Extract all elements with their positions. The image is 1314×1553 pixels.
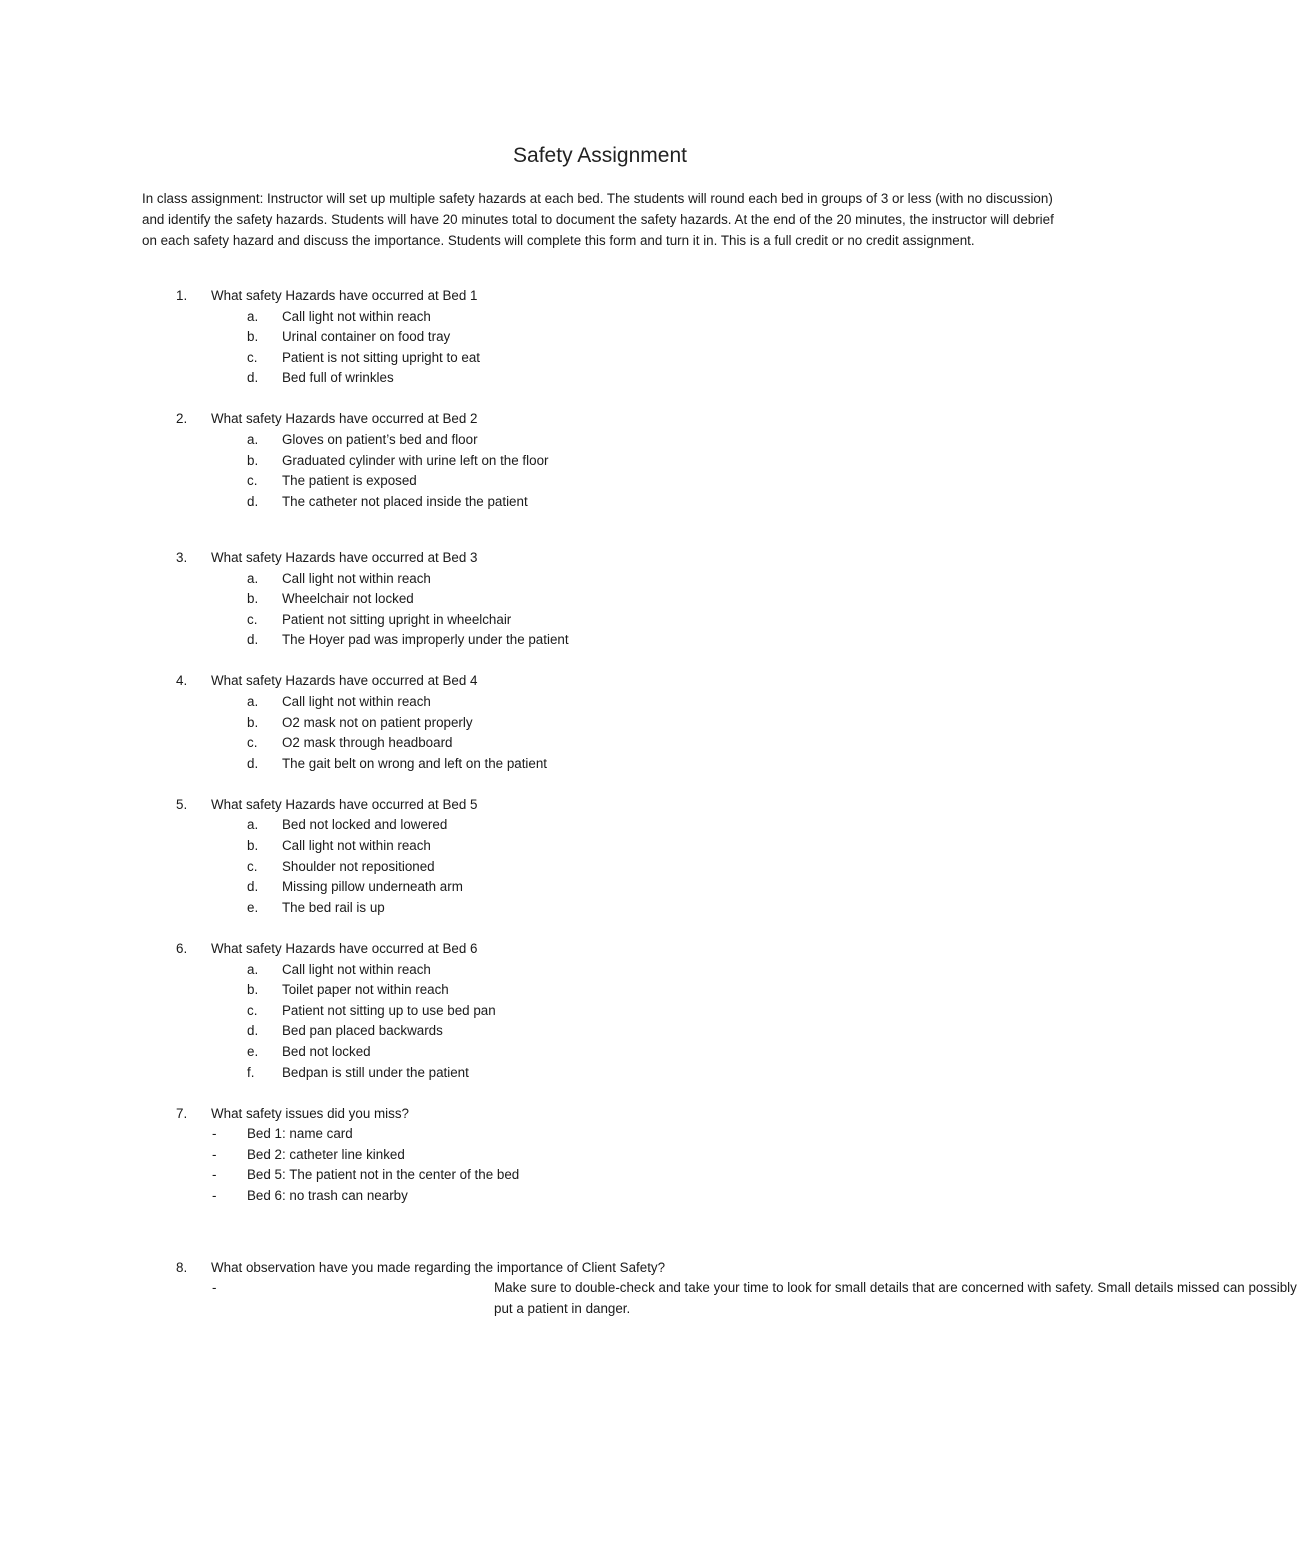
question-number: 2. bbox=[176, 411, 188, 427]
answer-item: c. The patient is exposed bbox=[247, 473, 417, 489]
answer-item: d. Bed pan placed backwards bbox=[247, 1023, 443, 1039]
answer-item: c. Patient not sitting upright in wheelchair bbox=[247, 611, 512, 627]
question-text: What safety Hazards have occurred at Bed 4 bbox=[211, 673, 478, 689]
question-list bbox=[0, 286, 1297, 1340]
answer-item: a. Bed not locked and lowered bbox=[247, 817, 448, 833]
answer-item: b. Graduated cylinder with urine left on the floor bbox=[247, 452, 549, 468]
intro-paragraph: In class assignment: Instructor will set up multiple safety hazards at each bed. The students will round each bed in groups of 3 or less (with no discussion) and identify the safety hazards. Students will have 20 minutes total to document the safety hazards. At the end of the 20 minutes, the instructor will debrief on each safety hazard and discuss the importance. Students will complete this form and turn it in. This is a full credit or no credit assignment. bbox=[142, 191, 1054, 248]
answer-item: c. O2 mask through headboard bbox=[247, 735, 453, 751]
question-number: 1. bbox=[176, 288, 188, 303]
answer-item: a. Call light not within reach bbox=[247, 961, 431, 977]
question-number: 6. bbox=[176, 940, 188, 956]
question-4 bbox=[0, 671, 1200, 774]
question-text: What safety Hazards have occurred at Bed 1 bbox=[211, 288, 478, 303]
bullet-item: - Bed 5: The patient not in the center of the bed bbox=[212, 1167, 520, 1183]
answer-item: b. Call light not within reach bbox=[247, 838, 431, 854]
question-text: What observation have you made regarding the importance of Client Safety? bbox=[211, 1259, 666, 1275]
question-number: 4. bbox=[176, 673, 188, 689]
question-1 bbox=[0, 286, 1200, 389]
question-2 bbox=[0, 409, 1200, 512]
question-text: What safety Hazards have occurred at Bed 2 bbox=[211, 411, 478, 427]
answer-item: d. The catheter not placed inside the patient bbox=[247, 493, 528, 509]
answer-item: b. O2 mask not on patient properly bbox=[247, 714, 473, 730]
answer-item: e. The bed rail is up bbox=[247, 899, 385, 915]
answer-item: b. Urinal container on food tray bbox=[247, 329, 451, 345]
answer-item: f. Bedpan is still under the patient bbox=[247, 1064, 469, 1080]
answer-item: b. Toilet paper not within reach bbox=[247, 982, 449, 998]
answer-item: a. Gloves on patient’s bed and floor bbox=[247, 432, 478, 448]
bullet-item: - Make sure to double-check and take your time to look for small details that are concerned with safety. Small details missed can possibly put a patient in danger. bbox=[212, 1280, 1297, 1316]
answer-item: c. Patient not sitting up to use bed pan bbox=[247, 1002, 496, 1018]
answer-item: d. The gait belt on wrong and left on the patient bbox=[247, 755, 548, 771]
bullet-item: - Bed 2: catheter line kinked bbox=[212, 1146, 405, 1162]
answer-item: a. Call light not within reach bbox=[247, 308, 431, 324]
question-text: What safety Hazards have occurred at Bed 5 bbox=[211, 796, 478, 812]
question-5 bbox=[0, 795, 1200, 919]
question-text: What safety Hazards have occurred at Bed 6 bbox=[211, 940, 478, 956]
answer-item: d. The Hoyer pad was improperly under the patient bbox=[247, 632, 569, 648]
page-title: Safety Assignment bbox=[513, 144, 687, 167]
question-number: 3. bbox=[176, 549, 188, 565]
answer-item: d. Bed full of wrinkles bbox=[247, 370, 394, 386]
question-number: 8. bbox=[176, 1259, 188, 1275]
question-text: What safety issues did you miss? bbox=[211, 1105, 409, 1121]
bullet-item: - Bed 1: name card bbox=[212, 1126, 353, 1142]
answer-item: d. Missing pillow underneath arm bbox=[247, 879, 463, 895]
answer-item: b. Wheelchair not locked bbox=[247, 591, 414, 607]
bullet-item: - Bed 6: no trash can nearby bbox=[212, 1187, 408, 1203]
answer-item: a. Call light not within reach bbox=[247, 694, 431, 709]
question-3 bbox=[0, 548, 1200, 651]
question-7 bbox=[0, 1104, 1200, 1207]
answer-item: e. Bed not locked bbox=[247, 1043, 371, 1059]
question-text: What safety Hazards have occurred at Bed 3 bbox=[211, 549, 478, 565]
question-number: 5. bbox=[176, 796, 188, 812]
answer-item: a. Call light not within reach bbox=[247, 570, 431, 586]
answer-item: c. Shoulder not repositioned bbox=[247, 858, 435, 874]
answer-item: c. Patient is not sitting upright to eat bbox=[247, 349, 481, 365]
question-number: 7. bbox=[176, 1105, 188, 1121]
question-6 bbox=[0, 939, 1200, 1083]
question-8 bbox=[0, 1258, 1297, 1320]
